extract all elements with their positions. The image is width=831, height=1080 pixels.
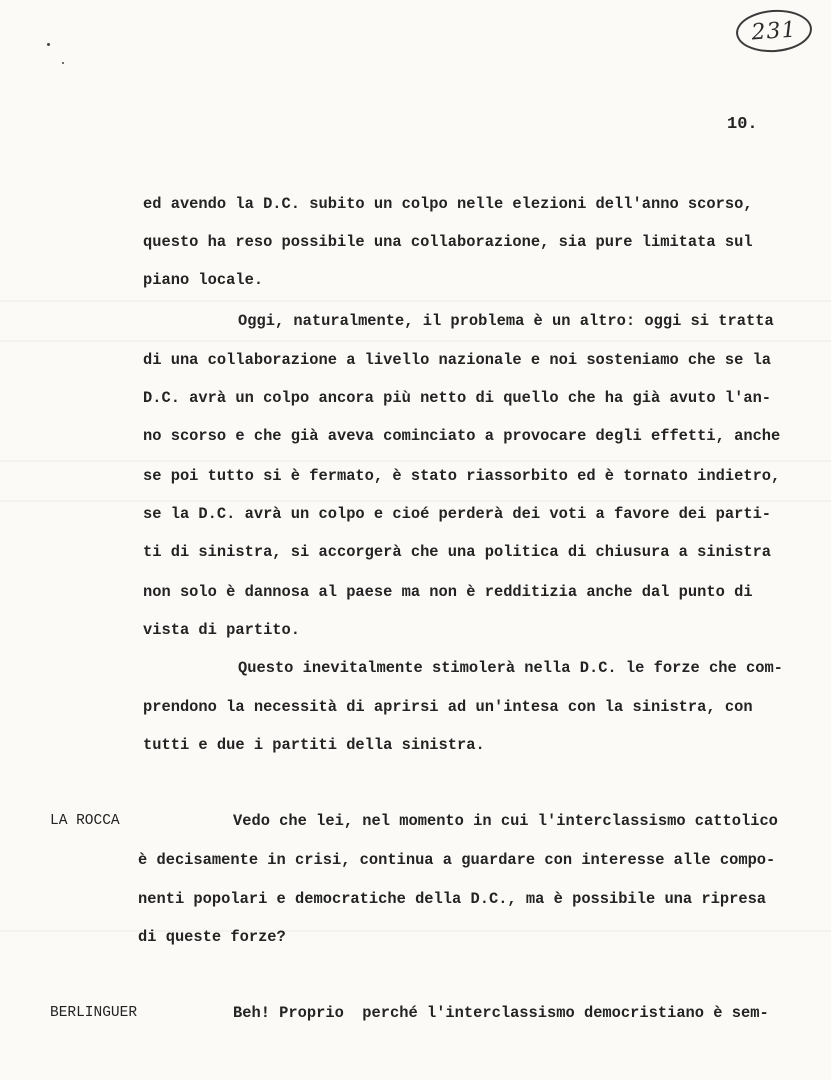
text-line: Questo inevitalmente stimolerà nella D.C. le forze che com-: [238, 659, 783, 677]
bleed-through-line: [0, 930, 831, 932]
speaker-label: BERLINGUER: [50, 1005, 138, 1021]
bleed-through-line: [0, 340, 831, 342]
text-line: piano locale.: [143, 271, 264, 289]
text-line: no scorso e che già aveva cominciato a provocare degli effetti, anche: [143, 427, 781, 445]
text-line: è decisamente in crisi, continua a guardare con interesse alle compo-: [138, 851, 776, 869]
text-line: di una collaborazione a livello nazionale e noi sosteniamo che se la: [143, 351, 772, 369]
text-line: Oggi, naturalmente, il problema è un altro: oggi si tratta: [238, 312, 774, 330]
text-line: di queste forze?: [138, 928, 286, 946]
text-line: tutti e due i partiti della sinistra.: [143, 736, 485, 754]
text-line: se poi tutto si è fermato, è stato riassorbito ed è tornato indietro,: [143, 467, 781, 485]
speaker-label: LA ROCCA: [50, 813, 120, 829]
text-line: Beh! Proprio perché l'interclassismo democristiano è sem-: [233, 1004, 769, 1022]
speck: [62, 62, 64, 64]
text-line: D.C. avrà un colpo ancora più netto di quello che ha già avuto l'an-: [143, 389, 772, 407]
page-number: 10.: [727, 115, 758, 134]
text-line: nenti popolari e democratiche della D.C., ma è possibile una ripresa: [138, 890, 767, 908]
text-line: Vedo che lei, nel momento in cui l'interclassismo cattolico: [233, 812, 778, 830]
bleed-through-line: [0, 300, 831, 302]
bleed-through-line: [0, 460, 831, 462]
text-line: se la D.C. avrà un colpo e cioé perderà dei voti a favore dei parti-: [143, 505, 772, 523]
bleed-through-line: [0, 500, 831, 502]
text-line: non solo è dannosa al paese ma non è redditizia anche dal punto di: [143, 583, 753, 601]
text-line: ed avendo la D.C. subito un colpo nelle elezioni dell'anno scorso,: [143, 195, 753, 213]
text-line: prendono la necessità di aprirsi ad un'intesa con la sinistra, con: [143, 698, 753, 716]
text-line: vista di partito.: [143, 621, 301, 639]
archive-stamp-number: 231: [750, 16, 798, 46]
text-line: ti di sinistra, si accorgerà che una politica di chiusura a sinistra: [143, 543, 772, 561]
text-line: questo ha reso possibile una collaborazione, sia pure limitata sul: [143, 233, 753, 251]
speck: [47, 43, 50, 46]
archive-stamp: [735, 7, 814, 54]
